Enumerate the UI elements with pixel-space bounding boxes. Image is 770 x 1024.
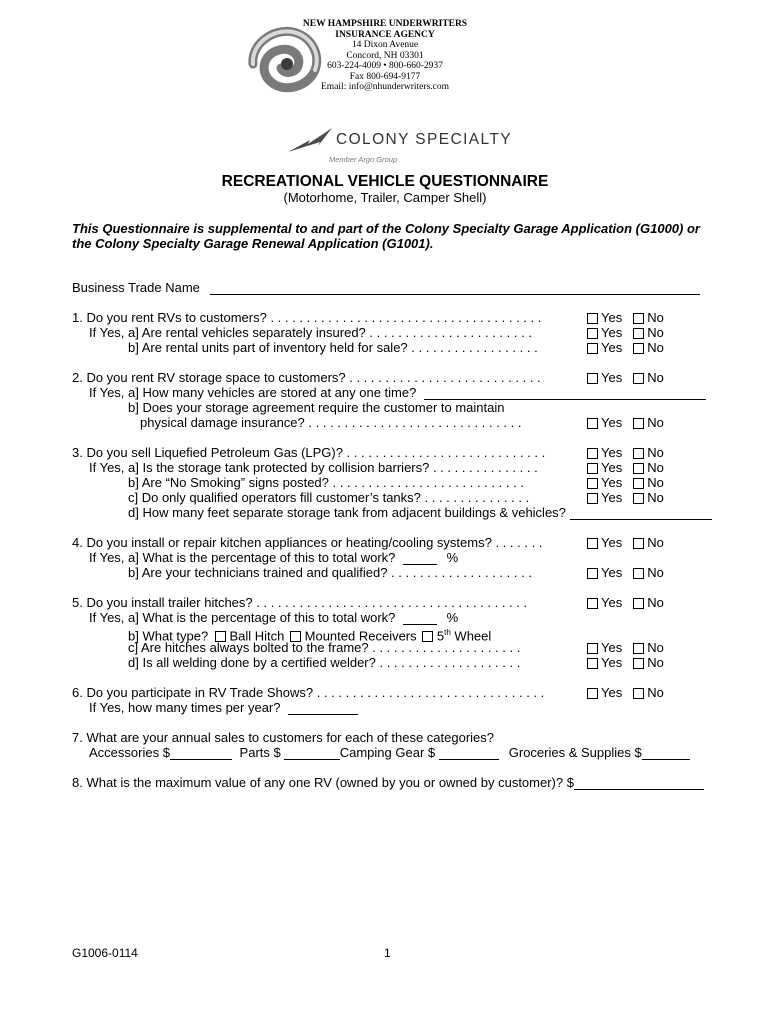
q2b-no-checkbox[interactable] — [633, 418, 644, 429]
agency-address-line1: 14 Dixon Avenue — [351, 40, 419, 50]
q3-sub-b: b] Are “No Smoking” signs posted? . . . . . . . . . . . . . . . . . . . . . . . . . . . — [128, 475, 524, 490]
q3-yes-checkbox[interactable] — [587, 448, 598, 459]
agency-address-line2: Concord, NH 03301 — [346, 50, 424, 61]
q3a-yes-checkbox[interactable] — [587, 463, 598, 474]
q6-no-checkbox[interactable] — [633, 688, 644, 699]
q6-yes-no: Yes No — [587, 685, 664, 700]
q5-yes-no: Yes No — [587, 595, 664, 610]
agency-header — [240, 19, 530, 93]
q2b-yes-no: Yes No — [587, 415, 664, 430]
q4-no-checkbox[interactable] — [633, 538, 644, 549]
q6-sub-a-row — [89, 700, 358, 715]
fifth-wheel-label: Wheel — [454, 628, 492, 644]
colony-specialty-name: COLONY SPECIALTY — [336, 131, 513, 148]
q5-percent-sign: % — [446, 610, 459, 625]
q4-question: 4. Do you install or repair kitchen appliances or heating/cooling systems? . . . . . . . — [72, 535, 543, 550]
q3-question: 3. Do you sell Liquefied Petroleum Gas (LPG)? . . . . . . . . . . . . . . . . . . . . . . . . . . . . — [72, 445, 546, 460]
q6-sub-a: If Yes, how many times per year? — [89, 700, 281, 715]
agency-name-line1: NEW HAMPSHIRE UNDERWRITERS — [302, 19, 468, 29]
q1-question: 1. Do you rent RVs to customers? . . . . . . . . . . . . . . . . . . . . . . . . . . . . . . . . . . . . . . — [72, 310, 542, 325]
form-number: G1006-0114 — [72, 946, 138, 960]
accessories-label: Accessories $ — [89, 745, 170, 760]
q2-vehicles-stored-field[interactable] — [424, 386, 706, 400]
q5-sub-b: b] What type? — [128, 628, 209, 644]
q5d-yes-checkbox[interactable] — [587, 658, 598, 669]
q2-sub-a: If Yes, a] How many vehicles are stored at any one time? — [89, 385, 417, 400]
q4b-no-checkbox[interactable] — [633, 568, 644, 579]
q7-question: 7. What are your annual sales to customers for each of these categories? — [72, 730, 495, 745]
q3-distance-field[interactable] — [570, 506, 712, 520]
q3-yes-no: Yes No — [587, 445, 664, 460]
q1-yes-no: Yes No — [587, 310, 664, 325]
page-number: 1 — [384, 946, 391, 960]
business-trade-name-row — [72, 280, 700, 295]
q4-sub-a: If Yes, a] What is the percentage of this to total work? — [89, 550, 396, 565]
q5-no-checkbox[interactable] — [633, 598, 644, 609]
q1b-no-checkbox[interactable] — [633, 343, 644, 354]
q5-sub-a: If Yes, a] What is the percentage of this to total work? — [89, 610, 396, 625]
q5-yes-checkbox[interactable] — [587, 598, 598, 609]
q3c-no-checkbox[interactable] — [633, 493, 644, 504]
q3-sub-d: d] How many feet separate storage tank from adjacent buildings & vehicles? — [128, 505, 566, 520]
q1a-yes-checkbox[interactable] — [587, 328, 598, 339]
agency-fax: Fax 800-694-9177 — [349, 71, 421, 82]
q8-row — [72, 775, 704, 790]
groceries-field[interactable] — [642, 746, 690, 760]
q5c-no-checkbox[interactable] — [633, 643, 644, 654]
camping-gear-label: Camping Gear $ — [339, 745, 436, 760]
q3c-yes-no: Yes No — [587, 490, 664, 505]
q2-no-checkbox[interactable] — [633, 373, 644, 384]
q2-sub-a-row — [89, 385, 706, 400]
q7-categories-row — [89, 745, 690, 760]
q5-percentage-field[interactable] — [403, 611, 437, 625]
q1b-yes-no: Yes No — [587, 340, 664, 355]
q2-yes-no: Yes No — [587, 370, 664, 385]
q2-question: 2. Do you rent RV storage space to customers? . . . . . . . . . . . . . . . . . . . . . . . . . . . — [72, 370, 541, 385]
q3-no-checkbox[interactable] — [633, 448, 644, 459]
q3a-no-checkbox[interactable] — [633, 463, 644, 474]
q5-sub-c: c] Are hitches always bolted to the frame? . . . . . . . . . . . . . . . . . . . . . — [128, 640, 521, 655]
business-trade-name-field[interactable] — [210, 281, 700, 295]
q3b-yes-no: Yes No — [587, 475, 664, 490]
q4-yes-no: Yes No — [587, 535, 664, 550]
q1a-no-checkbox[interactable] — [633, 328, 644, 339]
q4b-yes-no: Yes No — [587, 565, 664, 580]
groceries-label: Groceries & Supplies $ — [508, 745, 642, 760]
q4-sub-a-row — [89, 550, 458, 565]
q4-percentage-field[interactable] — [403, 551, 437, 565]
q8-max-value-field[interactable] — [574, 776, 704, 790]
q4-yes-checkbox[interactable] — [587, 538, 598, 549]
q5c-yes-no: Yes No — [587, 640, 664, 655]
q1-no-checkbox[interactable] — [633, 313, 644, 324]
q4b-yes-checkbox[interactable] — [587, 568, 598, 579]
q5-sub-a-row — [89, 610, 458, 625]
page-title: RECREATIONAL VEHICLE QUESTIONNAIRE — [221, 173, 549, 190]
q2-sub-b-line1: b] Does your storage agreement require the customer to maintain — [128, 400, 505, 415]
accessories-field[interactable] — [170, 746, 232, 760]
parts-field[interactable] — [284, 746, 340, 760]
colony-specialty-logo-mark — [288, 124, 338, 154]
q5c-yes-checkbox[interactable] — [587, 643, 598, 654]
q6-times-per-year-field[interactable] — [288, 701, 358, 715]
q5-sub-d: d] Is all welding done by a certified welder? . . . . . . . . . . . . . . . . . . . . — [128, 655, 521, 670]
q3-sub-d-row — [128, 505, 712, 520]
q3a-yes-no: Yes No — [587, 460, 664, 475]
mounted-receivers-label: Mounted Receivers — [304, 628, 417, 644]
q4-percent-sign: % — [446, 550, 459, 565]
agency-name-line2: INSURANCE AGENCY — [335, 29, 435, 40]
q3-sub-a: If Yes, a] Is the storage tank protected by collision barriers? . . . . . . . . . . . . . . . — [89, 460, 538, 475]
q8-question: 8. What is the maximum value of any one RV (owned by you or owned by customer)? $ — [72, 775, 574, 790]
fifth-wheel-superscript: th — [444, 628, 451, 637]
page-subtitle: (Motorhome, Trailer, Camper Shell) — [283, 190, 487, 205]
q6-question: 6. Do you participate in RV Trade Shows? . . . . . . . . . . . . . . . . . . . . . . . . . . . . . . . . — [72, 685, 545, 700]
q5-question: 5. Do you install trailer hitches? . . . . . . . . . . . . . . . . . . . . . . . . . . . . . . . . . . . . . . — [72, 595, 528, 610]
intro-line1: This Questionnaire is supplemental to and part of the Colony Specialty Garage Application (G1000) or — [72, 221, 700, 236]
intro-line2: the Colony Specialty Garage Renewal Application (G1001). — [72, 236, 434, 251]
q1-yes-checkbox[interactable] — [587, 313, 598, 324]
camping-gear-field[interactable] — [439, 746, 499, 760]
q2-yes-checkbox[interactable] — [587, 373, 598, 384]
q2b-yes-checkbox[interactable] — [587, 418, 598, 429]
q2-sub-b-line2: physical damage insurance? . . . . . . . . . . . . . . . . . . . . . . . . . . . . . . — [140, 415, 522, 430]
parts-label: Parts $ — [239, 745, 281, 760]
q4-sub-b: b] Are your technicians trained and qualified? . . . . . . . . . . . . . . . . . . . . — [128, 565, 532, 580]
ball-hitch-label: Ball Hitch — [229, 628, 285, 644]
q5d-no-checkbox[interactable] — [633, 658, 644, 669]
agency-email: Email: info@nhunderwriters.com — [321, 82, 449, 92]
q6-yes-checkbox[interactable] — [587, 688, 598, 699]
q5d-yes-no: Yes No — [587, 655, 664, 670]
fifth-wheel-number: 5 — [436, 628, 445, 644]
q1-sub-b: b] Are rental units part of inventory held for sale? . . . . . . . . . . . . . . . . . . — [128, 340, 538, 355]
q3b-yes-checkbox[interactable] — [587, 478, 598, 489]
q1-sub-a: If Yes, a] Are rental vehicles separately insured? . . . . . . . . . . . . . . . . . . . . . . . — [89, 325, 532, 340]
q1b-yes-checkbox[interactable] — [587, 343, 598, 354]
q3-sub-c: c] Do only qualified operators fill customer’s tanks? . . . . . . . . . . . . . . . — [128, 490, 530, 505]
colony-tagline: Member Argo Group — [329, 155, 398, 164]
q3c-yes-checkbox[interactable] — [587, 493, 598, 504]
business-trade-name-label: Business Trade Name — [72, 280, 200, 295]
q1a-yes-no: Yes No — [587, 325, 664, 340]
q3b-no-checkbox[interactable] — [633, 478, 644, 489]
agency-phone: 603-224-4009 • 800-660-2937 — [327, 61, 443, 71]
